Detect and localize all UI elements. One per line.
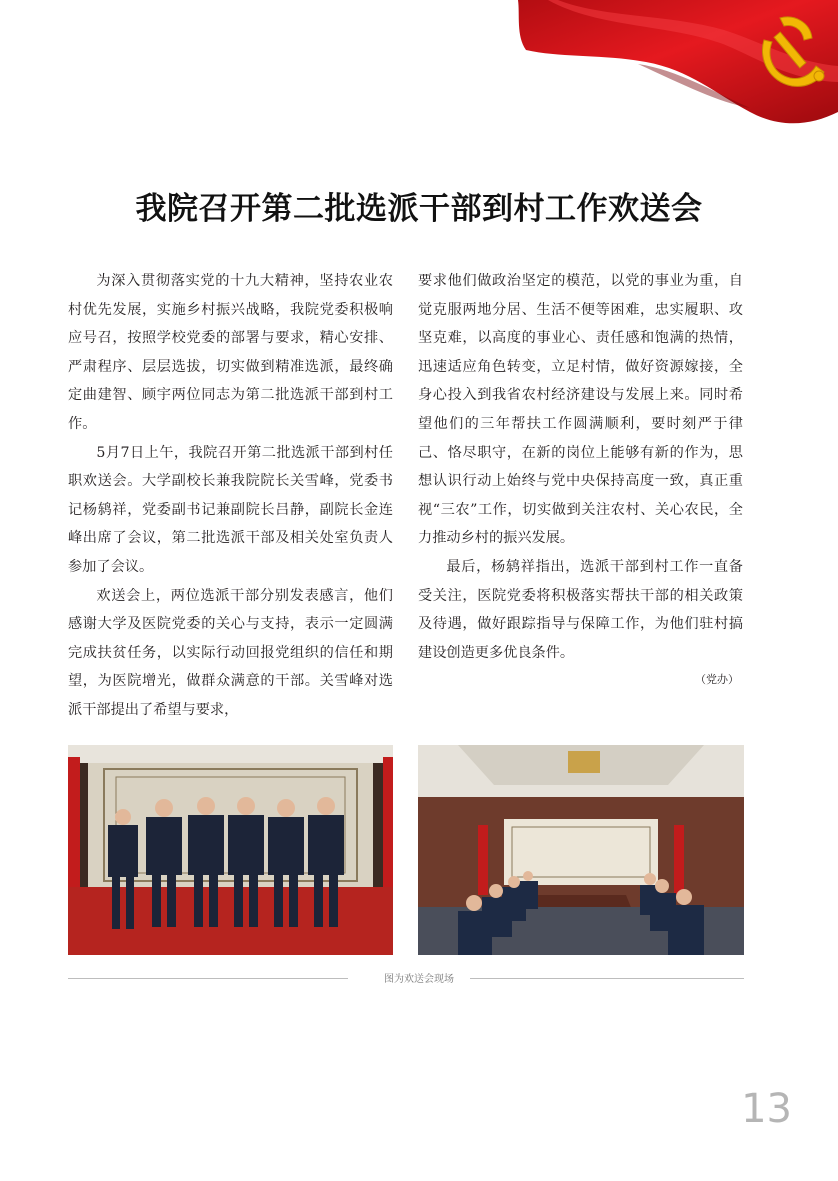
paragraph: 要求他们做政治坚定的模范，以党的事业为重，自觉克服两地分居、生活不便等困难，忠实履职、攻坚克难，以高度的事业心、责任感和饱满的热情，迅速适应角色转变，立足村情，做好资源嫁接，全身心投入到我省农村经济建设与发展上来。同时希望他们的三年帮扶工作圆满顺利，要时刻严于律己、恪尽职守，在新的岗位上能够有新的作为，思想认识行动上始终与党中央保持高度一致，真正重视“三农”工作，切实做到关注农村、关心农民，全力推动乡村的振兴发展。 bbox=[418, 273, 743, 547]
article-column-left bbox=[68, 267, 393, 725]
paragraph: 5月7日上午，我院召开第二批选派干部到村任职欢送会。大学副校长兼我院院长关雪峰，党委书记杨鸫祥，党委副书记兼副院长吕静，副院长金连峰出席了会议，第二批选派干部及相关处室负责人参加了会议。 bbox=[68, 444, 393, 575]
group-photo bbox=[68, 745, 393, 955]
page-number: 13 bbox=[741, 1086, 792, 1132]
photo-caption: 图为欢送会现场 bbox=[384, 974, 454, 985]
red-flag-decoration bbox=[518, 0, 838, 130]
article-title: 我院召开第二批选派干部到村工作欢送会 bbox=[135, 191, 703, 227]
paragraph: 为深入贯彻落实党的十九大精神，坚持农业农村优先发展，实施乡村振兴战略，我院党委积极响应号召，按照学校党委的部署与要求，精心安排、严肃程序、层层选拔，切实做到精准选派，最终确定曲建智、顾宇两位同志为第二批选派干部到村工作。 bbox=[68, 273, 393, 432]
article-column-right bbox=[418, 267, 743, 691]
paragraph: 最后，杨鸫祥指出，选派干部到村工作一直备受关注，医院党委将积极落实帮扶干部的相关政策及待遇，做好跟踪指导与保障工作，为他们驻村搞建设创造更多优良条件。 bbox=[418, 558, 743, 661]
meeting-room-photo bbox=[418, 745, 744, 955]
article-signoff: （党办） bbox=[695, 673, 739, 687]
paragraph: 欢送会上，两位选派干部分别发表感言，他们感谢大学及医院党委的关心与支持，表示一定圆满完成扶贫任务，以实际行动回报党组织的信任和期望，为医院增光，做群众满意的干部。关雪峰对选派干部提出了希望与要求， bbox=[68, 587, 393, 718]
